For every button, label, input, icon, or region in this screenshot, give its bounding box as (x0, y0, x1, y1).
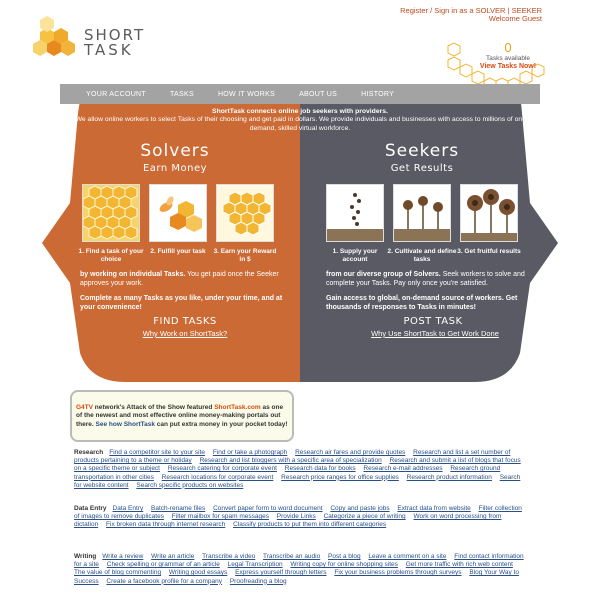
seeker-step2-label: 2. Cultivate and define tasks (387, 248, 457, 263)
task-link[interactable]: Categorize a piece of writing (323, 513, 406, 521)
honeycomb-icon (83, 185, 140, 242)
bee-icon (150, 185, 207, 242)
seeker-step2-image (393, 184, 451, 242)
task-link[interactable]: Legal Transcription (227, 561, 283, 569)
section-title: Research (74, 449, 104, 456)
seeds-icon (327, 185, 384, 242)
task-link[interactable]: Create a facebook profile for a company (106, 577, 223, 585)
writing-section (74, 553, 529, 586)
solvers-paragraph2: Complete as many Tasks as you like, under your time, and at your convenience! (80, 295, 283, 311)
task-link[interactable]: Check spelling or grammar of an article (106, 561, 220, 569)
solvers-subtitle: Earn Money (142, 163, 208, 174)
logo-line1: SHORT (84, 26, 146, 44)
g4tv-label: G4TV (76, 404, 93, 411)
shorttask-site-link[interactable]: ShortTask.com (214, 404, 261, 411)
solver-step3-label: 3. Earn your Reward in $ (213, 248, 277, 263)
task-link[interactable]: Copy and paste jobs (330, 505, 390, 512)
task-link[interactable]: Get more traffic with rich web content (405, 561, 513, 569)
intro-text (70, 108, 530, 133)
nav-tasks[interactable]: TASKS (170, 90, 194, 98)
seeker-step3-image (460, 184, 518, 242)
solver-step2-image (149, 184, 207, 242)
task-link[interactable]: The value of blog commenting (74, 569, 162, 577)
task-link[interactable]: Proofreading a blog (229, 577, 287, 585)
task-link[interactable]: Transcribe an audio (263, 553, 321, 560)
task-link[interactable]: Extract data from website (397, 505, 471, 512)
task-link[interactable]: Search for website content (74, 473, 521, 489)
task-link[interactable]: Filter collection of images to remove duplicates (74, 505, 522, 521)
seekers-paragraph1: from our diverse group of Solvers. Seek workers to solve and complete your Tasks. Pay only once you're satisfied. (326, 271, 525, 287)
task-link[interactable]: Find a competitor site to your site (109, 449, 206, 456)
task-link[interactable]: Research data for books (284, 465, 356, 473)
task-link[interactable]: Classify products to put them into different categories (233, 521, 387, 529)
task-link[interactable]: Research and submit a list of blogs that focus on a specific theme or subject (74, 457, 521, 473)
solver-step2-label: 2. Fulfill your task (150, 248, 206, 255)
task-link[interactable]: Research and list bloggers with a specific area of specialization (199, 457, 382, 465)
task-link[interactable]: Leave a comment on a site (368, 553, 447, 560)
task-link[interactable]: Research price ranges for office supplies (281, 473, 399, 481)
seekers-paragraph2: Gain access to global, on-demand source of workers. Get thousands of responses to Tasks in minutes! (326, 295, 518, 311)
flowers-icon (461, 185, 518, 242)
task-link[interactable]: Batch-rename files (151, 505, 206, 512)
task-link[interactable]: Research and list a set number of products pertaining to a theme or holiday (74, 449, 511, 465)
solver-step1-image (82, 184, 140, 242)
view-tasks-link[interactable]: View Tasks Now! (479, 63, 537, 70)
honey-reward-icon (217, 185, 274, 242)
task-link[interactable]: Blog Your Way to Success (74, 569, 519, 585)
task-link[interactable]: Research locations for corporate event (161, 473, 274, 481)
section-title: Data Entry (74, 505, 107, 512)
task-link[interactable]: Write a review (102, 553, 144, 560)
task-link[interactable]: Post a blog (328, 553, 361, 560)
find-tasks-button[interactable]: FIND TASKS (153, 316, 217, 327)
task-link[interactable]: Convert paper form to word document (213, 505, 323, 512)
task-link[interactable]: Research air fares and provide quotes (295, 449, 406, 456)
tasks-count: 0 (504, 40, 512, 55)
task-link[interactable]: Fix broken data through internet research (106, 521, 226, 529)
register-signin-link[interactable]: Register / Sign in as a SOLVER | SEEKER (400, 6, 542, 15)
logo-wordmark (84, 28, 145, 58)
research-section (74, 449, 529, 490)
why-work-link[interactable]: Why Work on ShortTask? (142, 329, 228, 338)
solvers-paragraph1: by working on individual Tasks. You get paid once the Seeker approves your work. (80, 271, 279, 287)
logo-line2: TASK (84, 41, 134, 59)
data-entry-section (74, 505, 529, 530)
task-link[interactable]: Research ground transportation in other cities (74, 465, 501, 481)
intro-body: We allow online workers to select Tasks of their choosing and get paid in dollars. We provide individuals and businesses with access to millions of on-demand, skilled virtual workforce. (75, 116, 525, 132)
sprouts-icon (394, 185, 451, 242)
solvers-title: Solvers (140, 141, 210, 161)
task-link[interactable]: Writing copy for online shopping sites (290, 561, 398, 569)
task-link[interactable]: Work on word processing from dictation (74, 513, 502, 529)
task-link[interactable]: Research catering for corporate event (167, 465, 277, 473)
task-link[interactable]: Writing good essays (168, 569, 228, 577)
solver-step3-image (216, 184, 274, 242)
task-link[interactable]: Fix your business problems through surveys (334, 569, 462, 577)
seekers-title: Seekers (384, 141, 460, 161)
seeker-step3-label: 3. Get fruitful results (457, 248, 521, 255)
g4tv-promo-box: G4TV network's Attack of the Show featured ShortTask.com as one of the newest and most effective online money-making portals out there. See how ShortTask can put extra money in your pocket today! (70, 390, 294, 442)
seeker-step1-label: 1. Supply your account (332, 248, 378, 263)
nav-your-account[interactable]: YOUR ACCOUNT (86, 90, 146, 98)
section-title: Writing (74, 553, 97, 560)
why-use-link[interactable]: Why Use ShortTask to Get Work Done (371, 329, 499, 338)
logo-hexagon-icon (33, 16, 75, 56)
tasks-available-label: Tasks available (485, 55, 531, 62)
nav-about-us[interactable]: ABOUT US (299, 90, 338, 98)
intro-headline: ShortTask connects online job seekers with providers. (212, 108, 388, 115)
task-link[interactable]: Data Entry (112, 505, 144, 512)
task-link[interactable]: Research e-mail addresses (363, 465, 443, 473)
task-link[interactable]: Search specific products on websites (136, 481, 244, 489)
task-link[interactable]: Provide Links (276, 513, 316, 521)
see-how-link[interactable]: See how ShortTask (95, 420, 155, 428)
task-link[interactable]: Express yourself through letters (235, 569, 327, 577)
task-link[interactable]: Find contact information for a site (74, 553, 524, 569)
solver-step1-label: 1. Find a task of your choice (78, 248, 144, 263)
task-link[interactable]: Research product information (406, 473, 492, 481)
welcome-text: Welcome Guest (488, 14, 542, 23)
task-link[interactable]: Transcribe a video (202, 553, 256, 560)
task-link[interactable]: Find or take a photograph (212, 449, 288, 456)
seeker-step1-image (326, 184, 384, 242)
post-task-button[interactable]: POST TASK (403, 316, 463, 327)
nav-how-it-works[interactable]: HOW IT WORKS (217, 90, 276, 98)
task-link[interactable]: Write an article (151, 553, 195, 560)
nav-history[interactable]: HISTORY (361, 90, 395, 98)
seekers-subtitle: Get Results (390, 163, 454, 174)
main-nav (60, 84, 540, 104)
task-link[interactable]: Filter mailbox for spam messages (171, 513, 269, 521)
